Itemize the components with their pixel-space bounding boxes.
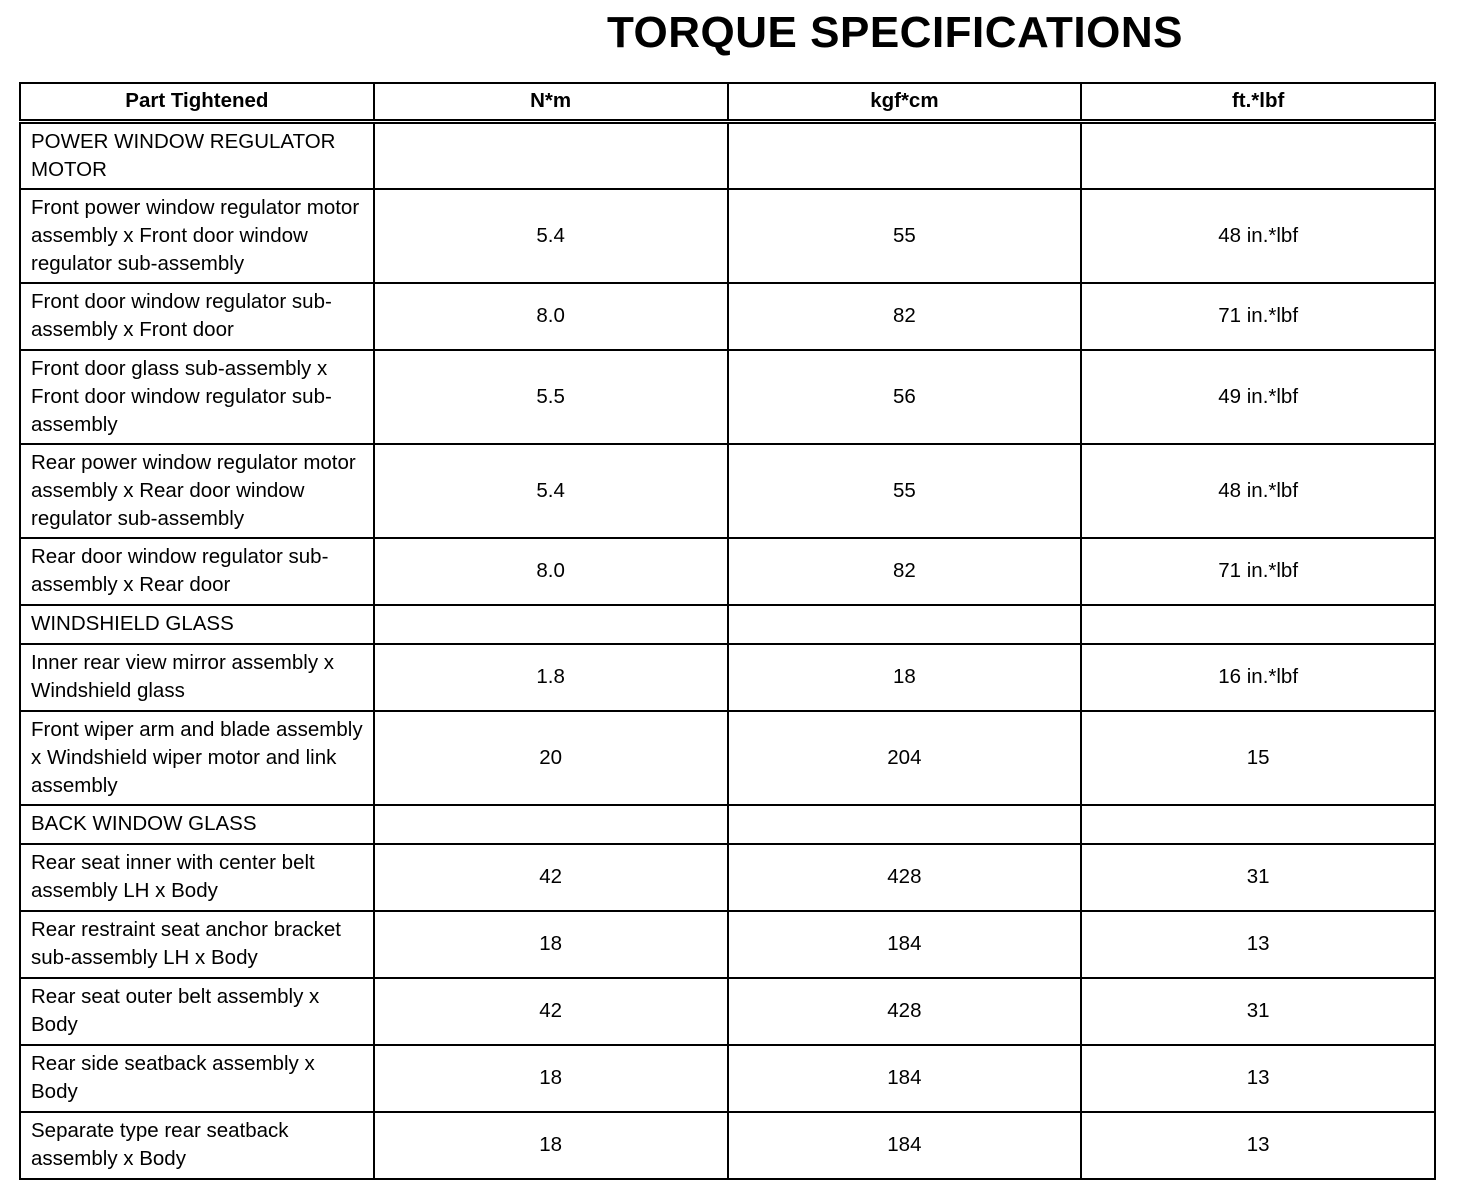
- part-cell: Front power window regulator motor assembly x Front door window regulator sub-assembly: [20, 189, 374, 283]
- kgfcm-cell: 55: [728, 444, 1082, 538]
- nm-cell: 8.0: [374, 283, 728, 350]
- kgfcm-cell: 184: [728, 1045, 1082, 1112]
- ftlbf-cell: 71 in.*lbf: [1081, 283, 1435, 350]
- torque-spec-table: [19, 82, 1436, 1180]
- table-row: [20, 444, 1435, 538]
- ftlbf-cell: [1081, 121, 1435, 189]
- nm-cell: [374, 121, 728, 189]
- kgfcm-cell: 56: [728, 350, 1082, 444]
- kgfcm-cell: [728, 121, 1082, 189]
- kgfcm-cell: [728, 605, 1082, 644]
- nm-cell: 1.8: [374, 644, 728, 711]
- part-cell: Rear restraint seat anchor bracket sub-assembly LH x Body: [20, 911, 374, 978]
- kgfcm-cell: 184: [728, 1112, 1082, 1179]
- nm-cell: [374, 805, 728, 844]
- part-cell: Front wiper arm and blade assembly x Windshield wiper motor and link assembly: [20, 711, 374, 805]
- section-row: [20, 805, 1435, 844]
- nm-cell: 5.5: [374, 350, 728, 444]
- table-row: [20, 978, 1435, 1045]
- ftlbf-cell: [1081, 805, 1435, 844]
- ftlbf-cell: 16 in.*lbf: [1081, 644, 1435, 711]
- ftlbf-cell: 48 in.*lbf: [1081, 444, 1435, 538]
- part-cell: Rear power window regulator motor assembly x Rear door window regulator sub-assembly: [20, 444, 374, 538]
- nm-cell: 5.4: [374, 444, 728, 538]
- column-header-nm: N*m: [374, 83, 728, 121]
- nm-cell: 20: [374, 711, 728, 805]
- section-row: [20, 605, 1435, 644]
- kgfcm-cell: 428: [728, 978, 1082, 1045]
- table-row: [20, 283, 1435, 350]
- nm-cell: 18: [374, 1112, 728, 1179]
- part-cell: Rear side seatback assembly x Body: [20, 1045, 374, 1112]
- table-row: [20, 911, 1435, 978]
- kgfcm-cell: 82: [728, 538, 1082, 605]
- nm-cell: 42: [374, 844, 728, 911]
- ftlbf-cell: [1081, 605, 1435, 644]
- ftlbf-cell: 13: [1081, 1045, 1435, 1112]
- part-cell: Rear seat outer belt assembly x Body: [20, 978, 374, 1045]
- part-cell: WINDSHIELD GLASS: [20, 605, 374, 644]
- table-row: [20, 844, 1435, 911]
- table-row: [20, 644, 1435, 711]
- ftlbf-cell: 13: [1081, 911, 1435, 978]
- table-row: [20, 538, 1435, 605]
- nm-cell: 5.4: [374, 189, 728, 283]
- nm-cell: 8.0: [374, 538, 728, 605]
- ftlbf-cell: 71 in.*lbf: [1081, 538, 1435, 605]
- kgfcm-cell: 184: [728, 911, 1082, 978]
- part-cell: BACK WINDOW GLASS: [20, 805, 374, 844]
- part-cell: Front door window regulator sub-assembly x Front door: [20, 283, 374, 350]
- page-title: TORQUE SPECIFICATIONS: [606, 8, 1184, 57]
- table-row: [20, 350, 1435, 444]
- kgfcm-cell: 18: [728, 644, 1082, 711]
- part-cell: Rear door window regulator sub-assembly x Rear door: [20, 538, 374, 605]
- nm-cell: 18: [374, 911, 728, 978]
- nm-cell: [374, 605, 728, 644]
- section-row: [20, 121, 1435, 189]
- kgfcm-cell: 204: [728, 711, 1082, 805]
- nm-cell: 18: [374, 1045, 728, 1112]
- kgfcm-cell: [728, 805, 1082, 844]
- ftlbf-cell: 13: [1081, 1112, 1435, 1179]
- ftlbf-cell: 15: [1081, 711, 1435, 805]
- column-header-kgfcm: kgf*cm: [728, 83, 1082, 121]
- part-cell: Rear seat inner with center belt assembly LH x Body: [20, 844, 374, 911]
- part-cell: Separate type rear seatback assembly x Body: [20, 1112, 374, 1179]
- part-cell: Inner rear view mirror assembly x Windshield glass: [20, 644, 374, 711]
- kgfcm-cell: 428: [728, 844, 1082, 911]
- nm-cell: 42: [374, 978, 728, 1045]
- ftlbf-cell: 48 in.*lbf: [1081, 189, 1435, 283]
- part-cell: Front door glass sub-assembly x Front door window regulator sub-assembly: [20, 350, 374, 444]
- table-row: [20, 189, 1435, 283]
- table-header-row: [20, 83, 1435, 121]
- column-header-ftlbf: ft.*lbf: [1081, 83, 1435, 121]
- part-cell: POWER WINDOW REGULATOR MOTOR: [20, 121, 374, 189]
- ftlbf-cell: 31: [1081, 978, 1435, 1045]
- kgfcm-cell: 55: [728, 189, 1082, 283]
- ftlbf-cell: 49 in.*lbf: [1081, 350, 1435, 444]
- column-header-part: Part Tightened: [20, 83, 374, 121]
- table-row: [20, 711, 1435, 805]
- table-row: [20, 1045, 1435, 1112]
- kgfcm-cell: 82: [728, 283, 1082, 350]
- table-row: [20, 1112, 1435, 1179]
- ftlbf-cell: 31: [1081, 844, 1435, 911]
